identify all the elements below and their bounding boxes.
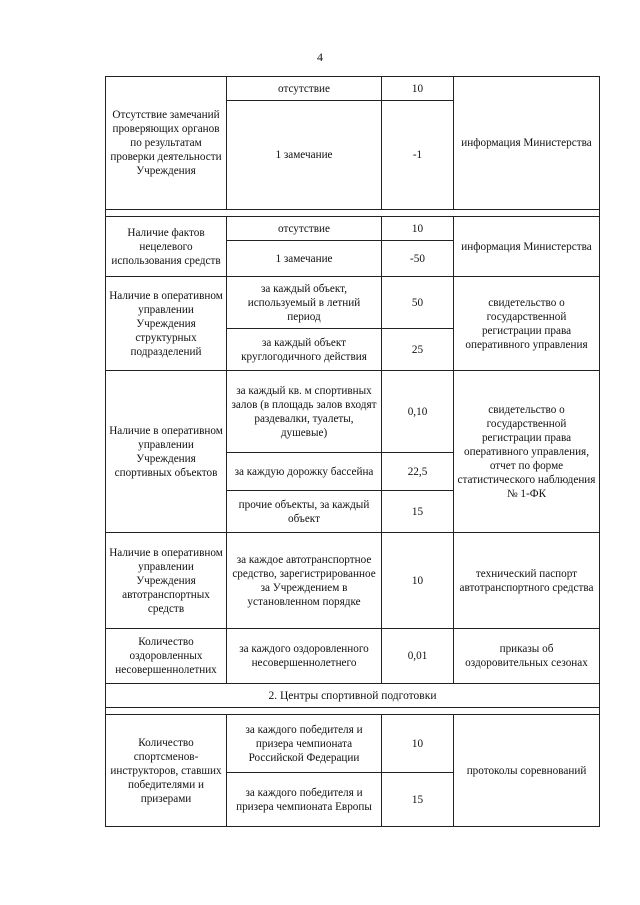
points-cell: 10: [382, 217, 454, 241]
points-cell: 0,10: [382, 371, 454, 453]
condition-cell: прочие объекты, за каждый объект: [227, 491, 382, 533]
criterion-cell: Отсутствие замечаний проверяющих органов по результатам проверки деятельности Учреждения: [106, 77, 227, 210]
section-title: 2. Центры спортивной подготовки: [106, 684, 600, 708]
criterion-cell: Количество спортсменов-инструкторов, ставших победителями и призерами: [106, 715, 227, 827]
condition-cell: за каждого победителя и призера чемпионата Российской Федерации: [227, 715, 382, 773]
criterion-cell: Наличие в оперативном управлении Учреждения структурных подразделений: [106, 277, 227, 371]
condition-cell: отсутствие: [227, 77, 382, 101]
row-gap: [106, 210, 600, 217]
source-cell: свидетельство о государственной регистрации права оперативного управления, отчет по форме статистического наблюдения № 1-ФК: [454, 371, 600, 533]
criterion-cell: Наличие в оперативном управлении Учреждения автотранспортных средств: [106, 533, 227, 629]
criteria-table: [105, 76, 600, 827]
table-row: [106, 77, 600, 101]
condition-cell: за каждый объект, используемый в летний период: [227, 277, 382, 329]
points-cell: -1: [382, 101, 454, 210]
points-cell: 0,01: [382, 629, 454, 684]
table-row: [106, 715, 600, 773]
table-row: [106, 217, 600, 241]
condition-cell: отсутствие: [227, 217, 382, 241]
criterion-cell: Количество оздоровленных несовершеннолетних: [106, 629, 227, 684]
criterion-cell: Наличие в оперативном управлении Учреждения спортивных объектов: [106, 371, 227, 533]
source-cell: информация Министерства: [454, 217, 600, 277]
condition-cell: за каждого победителя и призера чемпионата Европы: [227, 773, 382, 827]
source-cell: свидетельство о государственной регистрации права оперативного управления: [454, 277, 600, 371]
condition-cell: за каждый кв. м спортивных залов (в площадь залов входят раздевалки, туалеты, душевые): [227, 371, 382, 453]
row-gap: [106, 708, 600, 715]
points-cell: 15: [382, 773, 454, 827]
condition-cell: за каждого оздоровленного несовершеннолетнего: [227, 629, 382, 684]
condition-cell: за каждое автотранспортное средство, зарегистрированное за Учреждением в установленном порядке: [227, 533, 382, 629]
points-cell: 50: [382, 277, 454, 329]
points-cell: 15: [382, 491, 454, 533]
table-row: [106, 684, 600, 708]
page-number: 4: [317, 50, 323, 64]
source-cell: приказы об оздоровительных сезонах: [454, 629, 600, 684]
points-cell: 10: [382, 533, 454, 629]
points-cell: 10: [382, 715, 454, 773]
source-cell: информация Министерства: [454, 77, 600, 210]
table-row: [106, 533, 600, 629]
points-cell: 25: [382, 329, 454, 371]
source-cell: протоколы соревнований: [454, 715, 600, 827]
criterion-cell: Наличие фактов нецелевого использования средств: [106, 217, 227, 277]
condition-cell: за каждую дорожку бассейна: [227, 453, 382, 491]
table-row: [106, 277, 600, 329]
points-cell: 22,5: [382, 453, 454, 491]
points-cell: 10: [382, 77, 454, 101]
condition-cell: 1 замечание: [227, 241, 382, 277]
condition-cell: за каждый объект круглогодичного действия: [227, 329, 382, 371]
source-cell: технический паспорт автотранспортного средства: [454, 533, 600, 629]
table-row: [106, 629, 600, 684]
table-row: [106, 371, 600, 453]
points-cell: -50: [382, 241, 454, 277]
condition-cell: 1 замечание: [227, 101, 382, 210]
